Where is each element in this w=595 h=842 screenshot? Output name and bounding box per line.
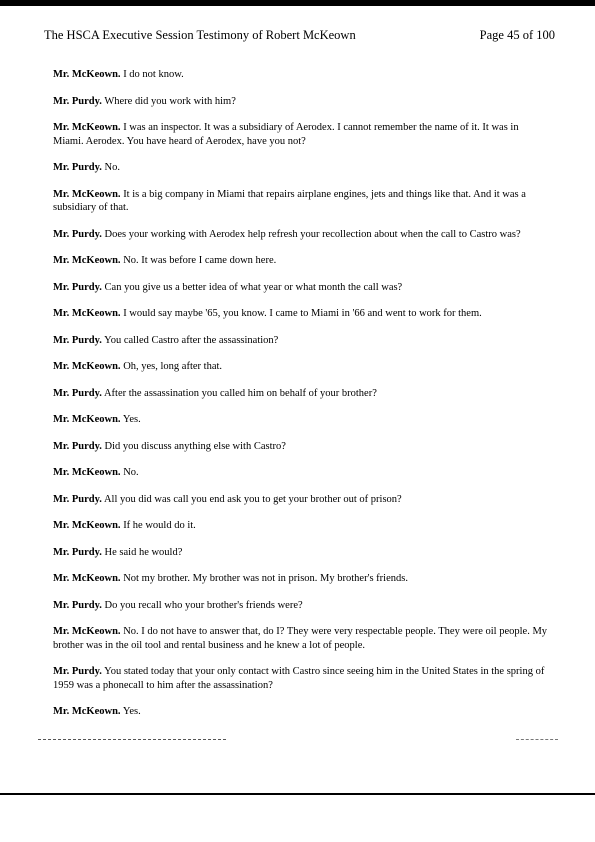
testimony-paragraph [53,665,551,692]
spoken-text: Yes. [122,414,141,425]
testimony-paragraph [53,493,551,507]
testimony-paragraph [53,307,551,321]
testimony-paragraph [53,360,551,374]
speaker-label: Mr. McKeown. [53,520,121,531]
speaker-label: Mr. McKeown. [53,255,121,266]
speaker-label: Mr. Purdy. [53,162,102,173]
spoken-text: I would say maybe '65, you know. I came to Miami in '66 and went to work for them. [123,308,482,319]
testimony-paragraph [53,387,551,401]
spoken-text: No. [123,467,139,478]
testimony-paragraph [53,161,551,175]
testimony-paragraph [53,121,551,148]
testimony-paragraph [53,519,551,533]
bottom-border-rule [0,793,595,795]
speaker-label: Mr. Purdy. [53,546,102,558]
spoken-text: Yes. [122,706,141,717]
speaker-label: Mr. McKeown. [53,122,121,133]
speaker-label: Mr. Purdy. [53,387,102,399]
spoken-text: Does your working with Aerodex help refresh your recollection about when the call to Castro was? [104,228,521,240]
testimony-paragraph [53,546,551,560]
speaker-label: Mr. Purdy. [53,599,102,611]
testimony-paragraph [53,599,551,613]
speaker-label: Mr. Purdy. [53,228,102,240]
speaker-label: Mr. Purdy. [53,334,102,346]
spoken-text: He said he would? [104,546,183,558]
testimony-paragraph [53,413,551,427]
testimony-paragraph [53,572,551,586]
spoken-text: No. I do not have to answer that, do I? They were very respectable people. They were oil people. My brother was in the oil tool and rental business and he knew a lot of people. [53,626,548,651]
spoken-text: Not my brother. My brother was not in prison. My brother's friends. [123,573,408,584]
spoken-text: You stated today that your only contact with Castro since seeing him in the United States in the spring of 1959 was a phonecall to him after the assassination? [53,666,545,691]
speaker-label: Mr. Purdy. [53,666,102,677]
speaker-label: Mr. Purdy. [53,440,102,452]
speaker-label: Mr. McKeown. [53,626,121,637]
testimony-paragraph [53,228,551,242]
spoken-text: If he would do it. [123,520,196,531]
spoken-text: I was an inspector. It was a subsidiary of Aerodex. I cannot remember the name of it. It was in Miami. Aerodex. You have heard of Aerodex, have you not? [53,122,519,147]
document-title: The HSCA Executive Session Testimony of Robert McKeown [44,28,356,42]
speaker-label: Mr. McKeown. [53,308,121,319]
speaker-label: Mr. Purdy. [53,95,102,107]
speaker-label: Mr. McKeown. [53,361,121,372]
spoken-text: Where did you work with him? [104,95,236,107]
spoken-text: I do not know. [123,69,184,80]
testimony-paragraph [53,440,551,454]
spoken-text: After the assassination you called him on behalf of your brother? [103,387,377,399]
scan-artifact-line [516,739,558,740]
speaker-label: Mr. McKeown. [53,414,121,425]
speaker-label: Mr. McKeown. [53,706,121,717]
speaker-label: Mr. McKeown. [53,188,121,200]
spoken-text: Oh, yes, long after that. [123,361,223,372]
speaker-label: Mr. McKeown. [53,573,121,584]
scan-artifact-line [38,739,226,740]
testimony-paragraph [53,281,551,295]
spoken-text: All you did was call you end ask you to get your brother out of prison? [103,493,402,505]
spoken-text: You called Castro after the assassination? [104,334,279,346]
testimony-paragraph [53,254,551,268]
testimony-paragraph [53,188,551,215]
speaker-label: Mr. Purdy. [53,281,102,293]
top-border-rule [0,0,595,6]
testimony-paragraph [53,625,551,652]
testimony-paragraph [53,334,551,348]
speaker-label: Mr. McKeown. [53,467,121,478]
spoken-text: No. [104,162,120,173]
testimony-paragraph [53,466,551,480]
testimony-transcript [53,68,551,732]
testimony-paragraph [53,95,551,109]
spoken-text: Do you recall who your brother's friends were? [104,599,303,611]
speaker-label: Mr. Purdy. [53,493,102,505]
spoken-text: Can you give us a better idea of what year or what month the call was? [104,281,403,293]
testimony-paragraph [53,705,551,719]
page-number: Page 45 of 100 [479,28,555,42]
spoken-text: No. It was before I came down here. [123,255,277,266]
speaker-label: Mr. McKeown. [53,69,121,80]
testimony-paragraph [53,68,551,82]
spoken-text: It is a big company in Miami that repairs airplane engines, jets and things like that. And it was a subsidiary of that. [53,188,526,213]
spoken-text: Did you discuss anything else with Castro? [104,440,286,452]
